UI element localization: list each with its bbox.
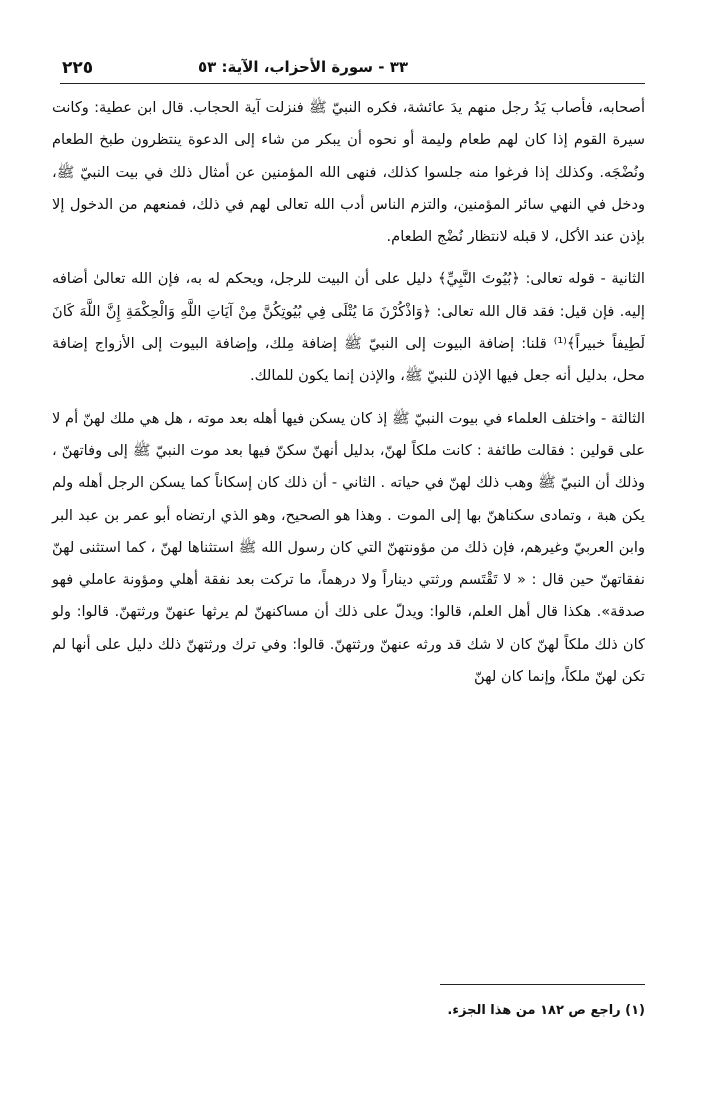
- footnote: (١) راجع ص ١٨٢ من هذا الجزء.: [447, 1003, 645, 1018]
- body-text: [52, 92, 645, 693]
- footnote-rule: [440, 984, 645, 985]
- paragraph-3: الثالثة - واختلف العلماء في بيوت النبيّ ﷺ إذ كان يسكن فيها أهله بعد موته ، هل هي ملك لهنّ أم لا على قولين : فقالت طائفة : كانت ملكاً لهنّ، بدليل أنهنّ سكنّ فيها بعد موت النبيّ ﷺ إلى وفاتهنّ ، وذلك أن النبيّ ﷺ وهب ذلك لهنّ في حياته . الثاني - أن ذلك كان إسكاناً كما يسكن الرجل أهله ولم يكن هبة ، وتمادى سكناهنّ بها إلى الموت . وهذا هو الصحيح، وهو الذي ارتضاه أبو عمر بن عبد البر وابن العربيّ وغيرهم، فإن ذلك من مؤونتهنّ التي كان رسول الله ﷺ استثناها لهنّ ، كما استثنى لهنّ نفقاتهنّ حين قال : « لا تَقْتَسم ورثتي ديناراً ولا درهماً، ما تركت بعد نفقة أهلي ومؤونة عاملي فهو صدقة». هكذا قال أهل العلم، قالوا: ويدلّ على ذلك أن مساكنهنّ لم يرثها عنهنّ ورثتهنّ. قالوا: ولو كان ذلك ملكاً لهنّ كان لا شك قد ورثه عنهنّ ورثتهنّ. قالوا: وفي ترك ورثتهنّ ذلك دليل على أنها لم تكن لهنّ ملكاً، وإنما كان لهنّ: [52, 409, 645, 686]
- paragraph-2: الثانية - قوله تعالى: ﴿بُيُوتَ النَّبِيِّ﴾ دليل على أن البيت للرجل، ويحكم له به، فإن الله تعالىٰ أضافه إليه. فإن قيل: فقد قال الله تعالى: ﴿وَاذْكُرْنَ مَا يُتْلَى فِي بُيُوتِكُنَّ مِنْ آيَاتِ اللَّهِ وَالْحِكْمَةِ إِنَّ اللَّهَ كَانَ لَطِيفاً خبيراً﴾⁽¹⁾ قلنا: إضافة البيوت إلى النبيّ ﷺ إضافة مِلك، وإضافة البيوت إلى الأزواج إضافة محل، بدليل أنه جعل فيها الإذن للنبيّ ﷺ، والإذن إنما يكون للمالك.: [52, 270, 645, 385]
- page-header: [60, 40, 643, 80]
- running-title: ٣٣ - سورة الأحزاب، الآية: ٥٣: [197, 58, 408, 76]
- paragraph-1: أصحابه، فأصاب يَدُ رجل منهم يدَ عائشة، فكره النبيّ ﷺ فنزلت آية الحجاب. قال ابن عطية: وكانت سيرة القوم إذا كان لهم طعام وليمة أو نحوه أن يبكر من شاء إلى الدعوة ينتظرون طبخ الطعام ونُضْجَه. وكذلك إذا فرغوا منه جلسوا كذلك، فنهى الله المؤمنين عن أمثال ذلك في بيت النبيّ ﷺ، ودخل في النهي سائر المؤمنين، والتزم الناس أدب الله تعالى لهم في ذلك، فمنعهم من الدخول إلا بإذن عند الأكل، لا قبله لانتظار نُضْج الطعام.: [52, 99, 645, 246]
- page-number: ٢٢٥: [62, 58, 94, 78]
- header-rule: [60, 83, 645, 84]
